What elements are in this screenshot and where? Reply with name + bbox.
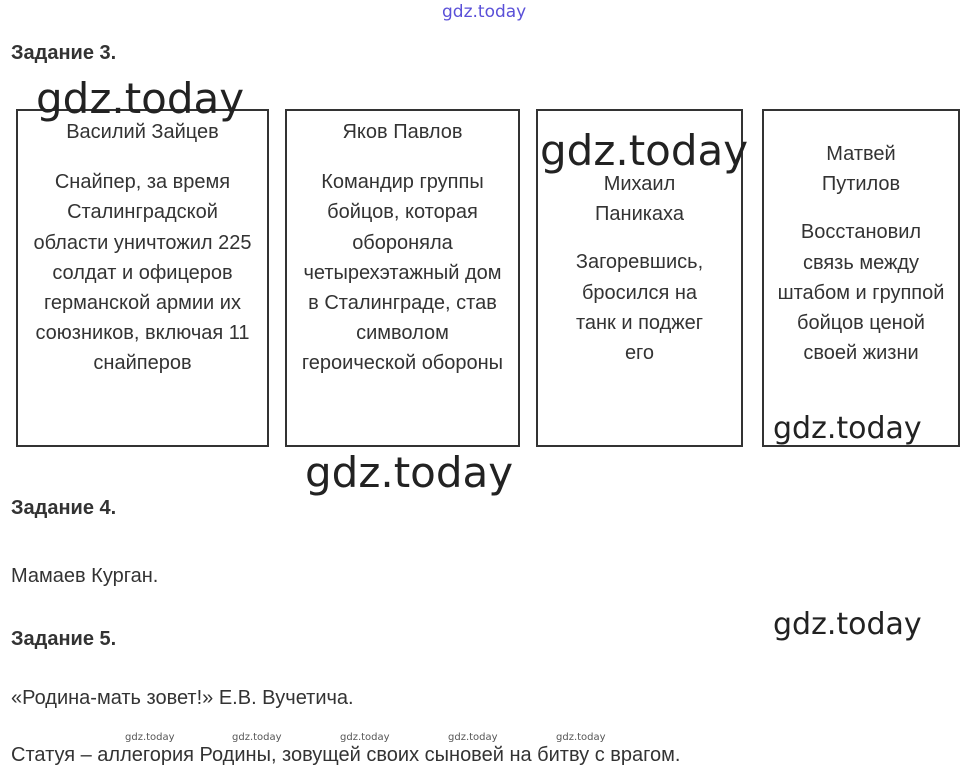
task4-heading: Задание 4.: [11, 497, 117, 519]
watermark-large: gdz.today: [540, 126, 749, 175]
watermark-small: gdz.today: [448, 732, 498, 743]
card-name: Михаил Паникаха: [595, 173, 684, 226]
watermark-large: gdz.today: [305, 448, 514, 497]
task3-heading: Задание 3.: [11, 42, 117, 64]
watermark-medium: gdz.today: [773, 607, 922, 642]
watermark-large: gdz.today: [36, 74, 245, 123]
watermark-small: gdz.today: [556, 732, 606, 743]
task5-answer-line2: Статуя – аллегория Родины, зовущей своих сыновей на битву с врагом.: [11, 744, 681, 766]
card-description: Восстановил связь между штабом и группой бойцов ценой своей жизни: [777, 221, 945, 365]
card-putilov: [762, 109, 960, 447]
card-description: Командир группы бойцов, которая обороняла четырехэтажный дом в Сталинграде, став символом героической обороны: [301, 171, 504, 375]
task5-heading: Задание 5.: [11, 628, 117, 650]
card-description: Снайпер, за время Сталинградской области уничтожил 225 солдат и офицеров германской армии их союзников, включая 11 снайперов: [33, 171, 252, 375]
card-name: Василий Зайцев: [66, 121, 219, 143]
task5-answer-line1: «Родина-мать зовет!» Е.В. Вучетича.: [11, 687, 354, 709]
watermark-small: gdz.today: [232, 732, 282, 743]
card-description: Загоревшись, бросился на танк и поджег его: [575, 251, 704, 365]
task4-answer: Мамаев Курган.: [11, 565, 159, 587]
watermark-small: gdz.today: [340, 732, 390, 743]
card-name: Матвей Путилов: [821, 143, 901, 196]
watermark-small: gdz.today: [125, 732, 175, 743]
watermark-top: gdz.today: [442, 2, 527, 22]
card-pavlov: [285, 109, 520, 447]
card-name: Яков Павлов: [342, 121, 463, 143]
card-zaitsev: [16, 109, 269, 447]
watermark-medium: gdz.today: [773, 411, 922, 446]
